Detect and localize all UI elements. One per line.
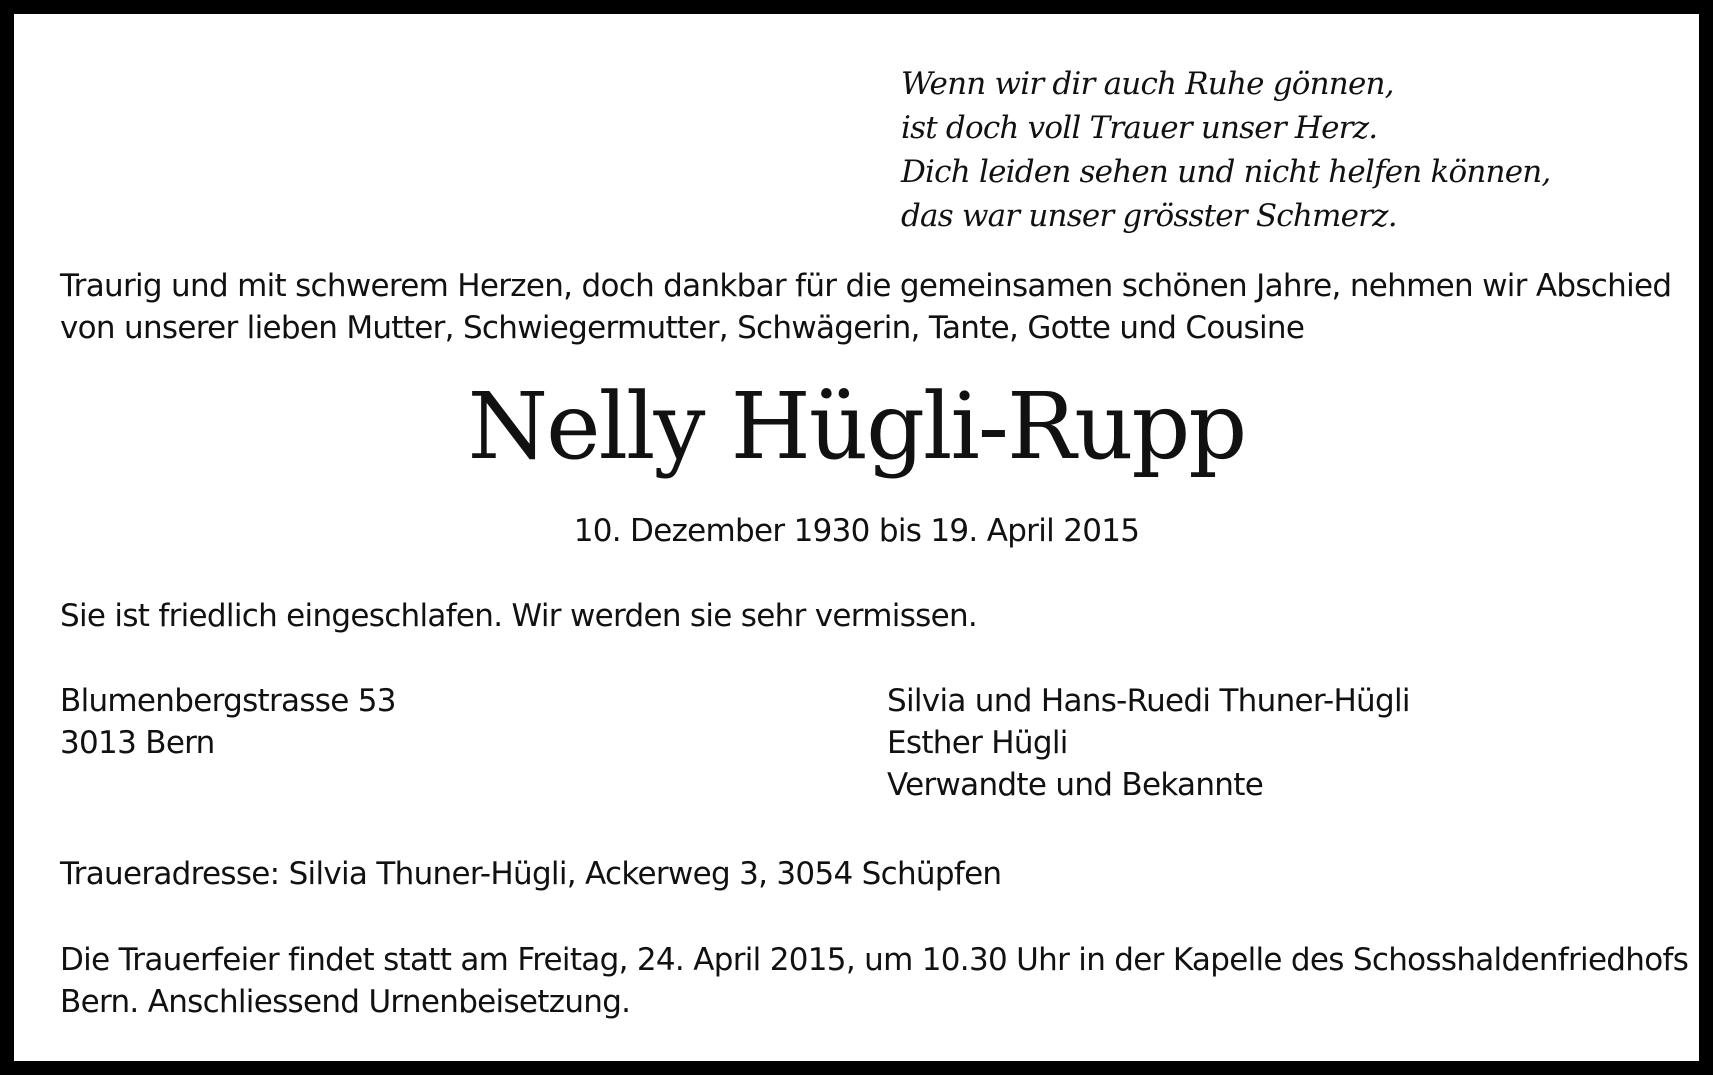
- mourners-list: [887, 680, 1410, 806]
- remark-text: Sie ist friedlich eingeschlafen. Wir werden sie sehr vermissen.: [60, 598, 978, 634]
- condolence-address: Traueradresse: Silvia Thuner-Hügli, Ackerweg 3, 3054 Schüpfen: [60, 856, 1002, 892]
- address-line: Blumenbergstrasse 53: [60, 683, 396, 719]
- poem-line: ist doch voll Trauer unser Herz.: [901, 110, 1378, 146]
- intro-line: Traurig und mit schwerem Herzen, doch dankbar für die gemeinsamen schönen Jahre, nehmen wir Abschied: [60, 268, 1672, 304]
- address-line: 3013 Bern: [60, 725, 215, 761]
- poem-line: Dich leiden sehen und nicht helfen können,: [901, 154, 1551, 190]
- intro-text: [60, 265, 1671, 349]
- ceremony-line: Die Trauerfeier findet statt am Freitag, 24. April 2015, um 10.30 Uhr in der Kapelle des Schosshaldenfriedhofs: [60, 942, 1689, 978]
- ceremony-info: [60, 939, 1688, 1023]
- poem: [901, 62, 1550, 238]
- mourner-line: Silvia und Hans-Ruedi Thuner-Hügli: [887, 683, 1410, 719]
- life-dates: 10. Dezember 1930 bis 19. April 2015: [573, 513, 1140, 549]
- intro-line: von unserer lieben Mutter, Schwiegermutter, Schwägerin, Tante, Gotte und Cousine: [60, 310, 1305, 346]
- poem-line: das war unser grösster Schmerz.: [901, 198, 1397, 234]
- mourner-line: Verwandte und Bekannte: [887, 767, 1264, 803]
- poem-line: Wenn wir dir auch Ruhe gönnen,: [901, 66, 1394, 102]
- home-address: [60, 680, 396, 764]
- ceremony-line: Bern. Anschliessend Urnenbeisetzung.: [60, 984, 631, 1020]
- mourner-line: Esther Hügli: [887, 725, 1068, 761]
- deceased-name: Nelly Hügli-Rupp: [467, 373, 1246, 480]
